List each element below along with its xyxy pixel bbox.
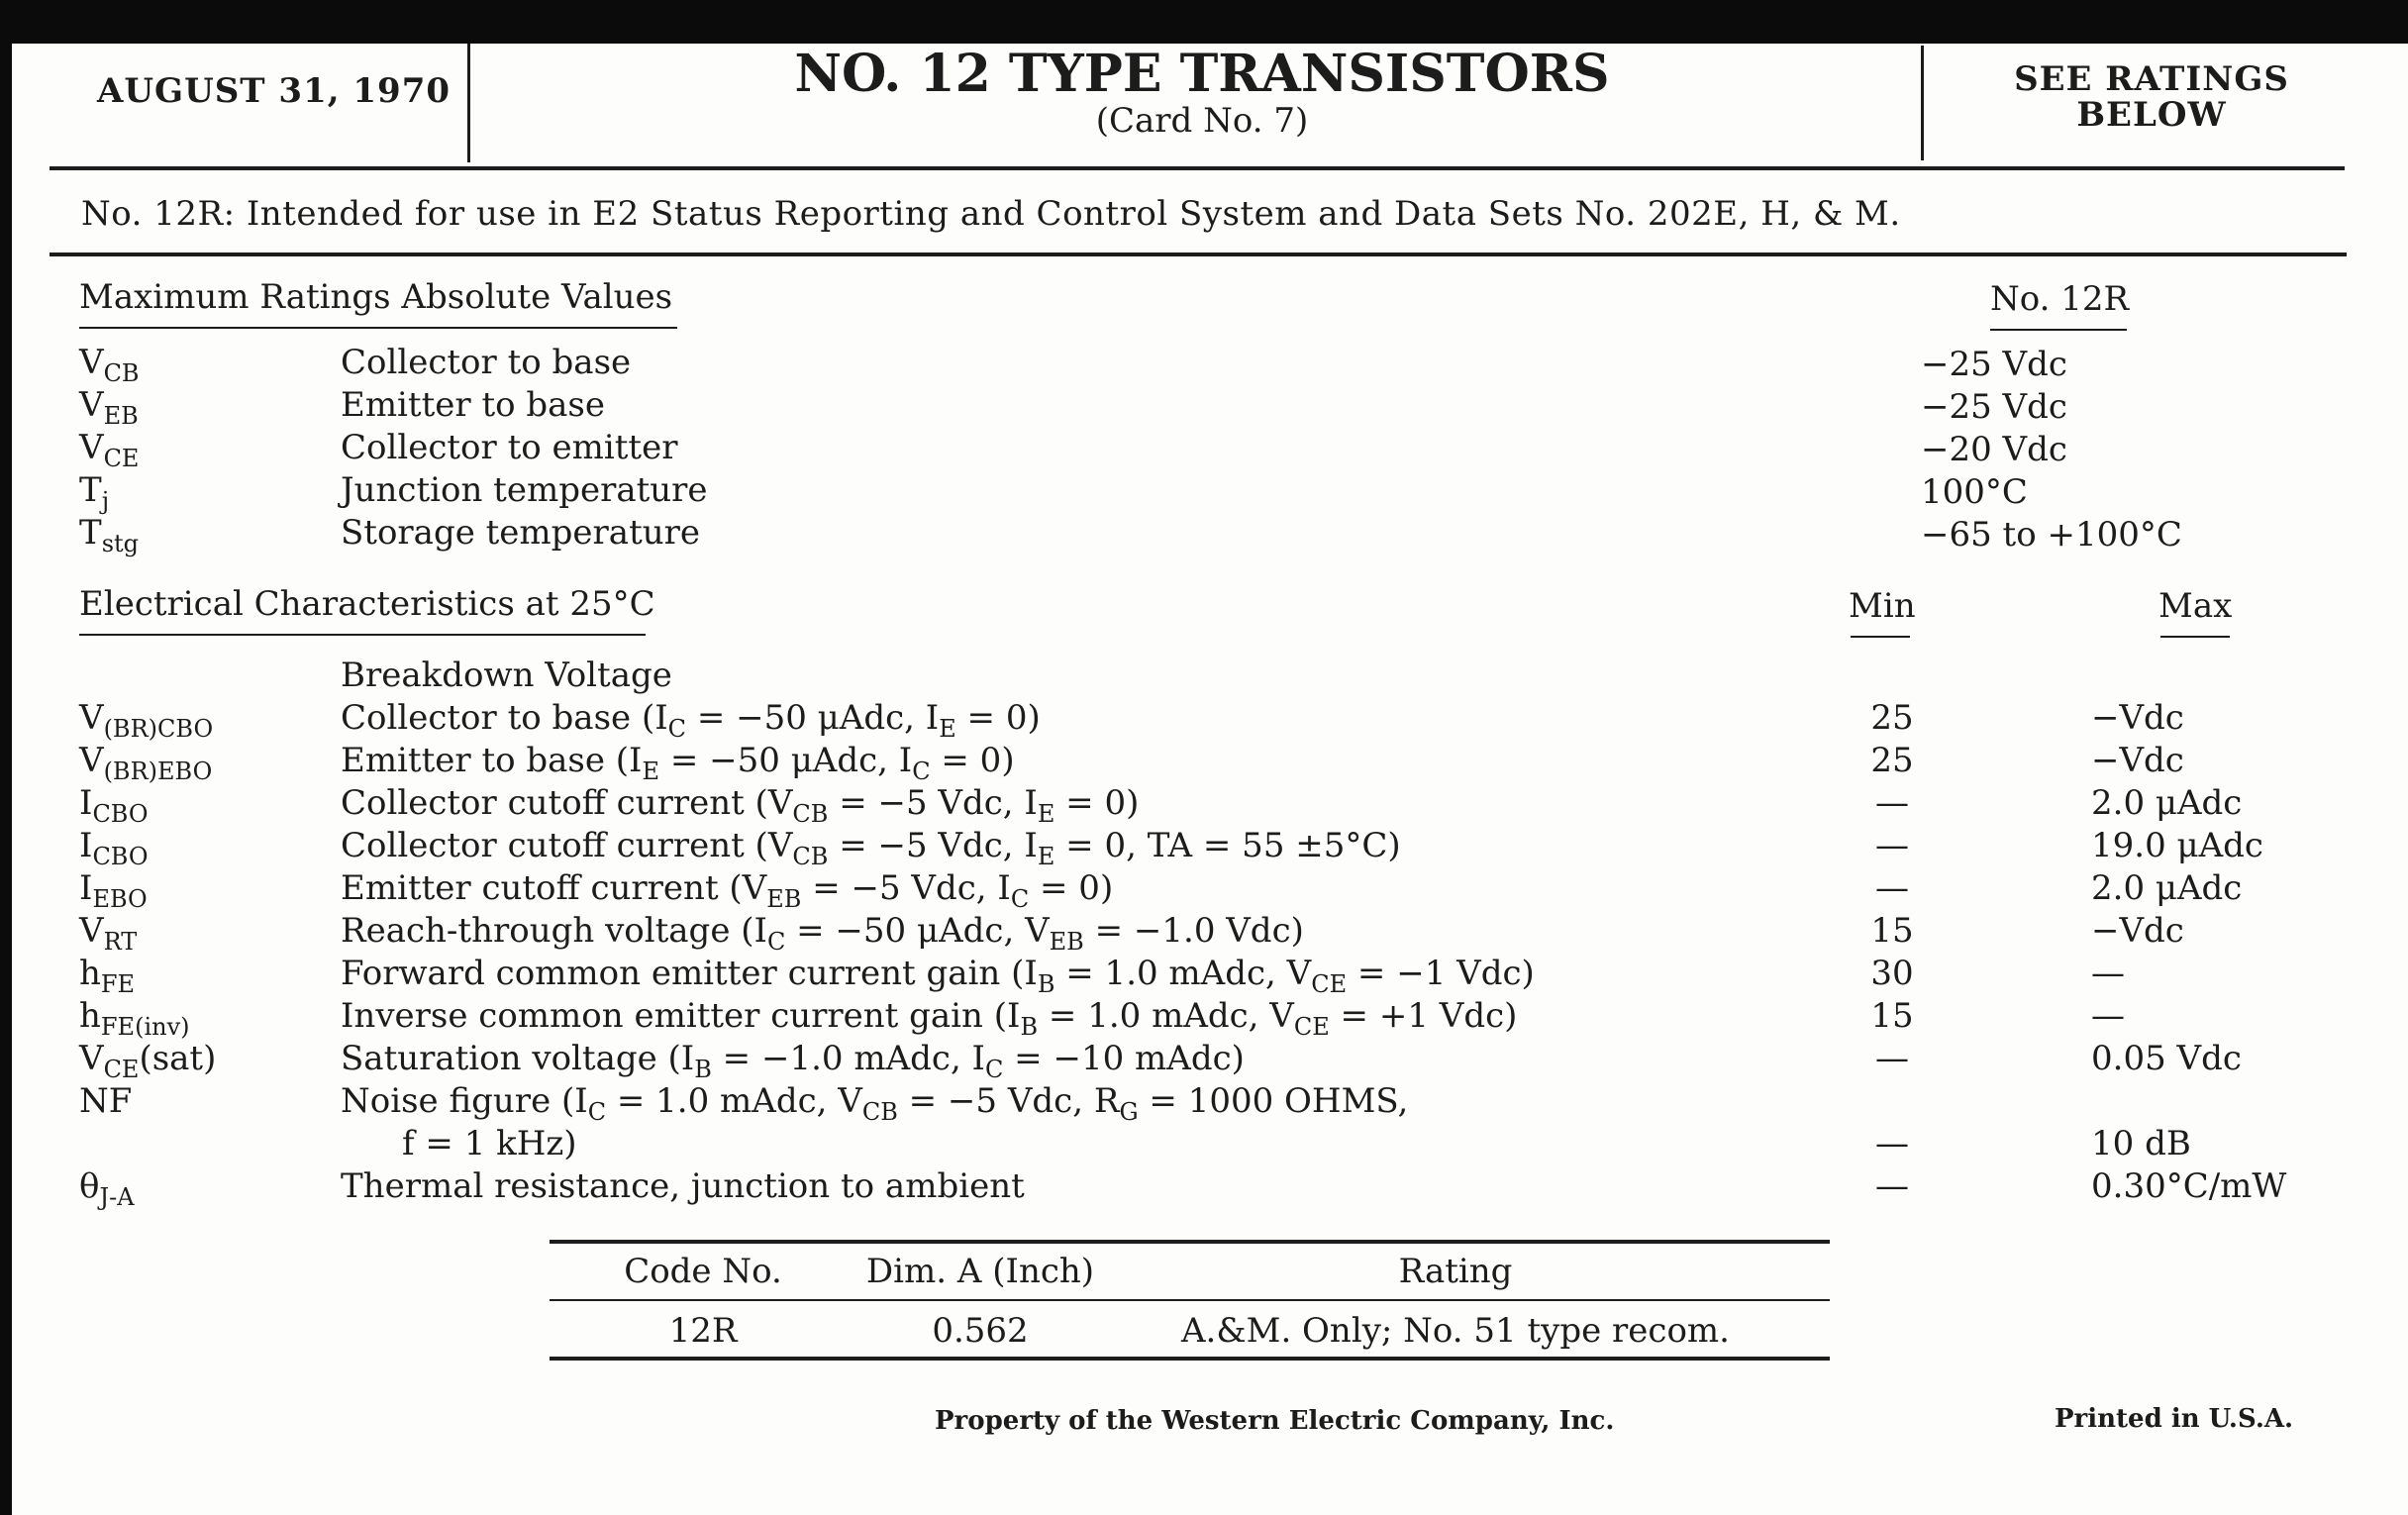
electrical-heading: Electrical Characteristics at 25°C bbox=[79, 584, 655, 624]
characteristic-max: 0.05 Vdc bbox=[2091, 1039, 2242, 1078]
intro-rule bbox=[50, 252, 2347, 256]
max-rating-description: Collector to emitter bbox=[341, 428, 678, 467]
table-bottom-rule bbox=[550, 1357, 1830, 1361]
max-rating-value: −65 to +100°C bbox=[1921, 515, 2182, 555]
characteristic-description: Collector cutoff current ($V_{CB} = -5$ Vdc, $I_E = 0$, TA = 55 ±5°C) bbox=[341, 826, 1401, 870]
printed-notice: Printed in U.S.A. bbox=[2055, 1404, 2294, 1434]
spec-card bbox=[12, 44, 2408, 1515]
characteristic-min: 25 bbox=[1870, 698, 1914, 738]
characteristic-description: Emitter to base ($I_E = -50$ μAdc, $I_C = 0$) bbox=[341, 741, 1015, 785]
table-header-code: Code No. bbox=[624, 1252, 782, 1291]
max-ratings-underline bbox=[79, 327, 677, 329]
characteristic-description: Collector cutoff current ($V_{CB} = -5$ Vdc, $I_E = 0$) bbox=[341, 783, 1140, 828]
characteristic-description: Thermal resistance, junction to ambient bbox=[341, 1166, 1025, 1206]
characteristic-symbol: $h_{FE}$ bbox=[79, 954, 136, 998]
table-top-rule bbox=[550, 1240, 1830, 1244]
max-rating-symbol: $V_{CB}$ bbox=[79, 343, 140, 387]
characteristic-symbol: $V_{CE}(sat)$ bbox=[79, 1039, 217, 1083]
characteristic-max: 0.30°C/mW bbox=[2091, 1166, 2287, 1206]
max-column-underline bbox=[2160, 636, 2230, 638]
table-header-dim: Dim. A (Inch) bbox=[865, 1252, 1095, 1291]
characteristic-description: Emitter cutoff current ($V_{EB} = -5$ Vdc, $I_C = 0$) bbox=[341, 868, 1114, 913]
max-rating-description: Emitter to base bbox=[341, 385, 605, 425]
characteristic-description: Reach-through voltage ($I_C = -50$ μAdc, $V_{EB} = -1.0$ Vdc) bbox=[341, 911, 1304, 956]
characteristic-min: 15 bbox=[1870, 996, 1914, 1036]
characteristic-description: Collector to base ($I_C = -50$ μAdc, $I_E = 0$) bbox=[341, 698, 1041, 743]
max-rating-symbol: $T_j$ bbox=[79, 470, 110, 515]
characteristic-min: 25 bbox=[1870, 741, 1914, 780]
property-notice: Property of the Western Electric Company, Inc. bbox=[935, 1406, 1615, 1436]
characteristic-max: −Vdc bbox=[2091, 911, 2184, 951]
max-rating-value: −25 Vdc bbox=[1921, 345, 2067, 384]
characteristic-max: 19.0 μAdc bbox=[2091, 826, 2263, 865]
max-rating-value: −20 Vdc bbox=[1921, 430, 2067, 469]
characteristic-description-continued: f = 1 kHz) bbox=[402, 1124, 577, 1163]
card-title: NO. 12 TYPE TRANSISTORS bbox=[794, 44, 1610, 104]
characteristic-min: — bbox=[1875, 1166, 1909, 1206]
characteristic-max: −Vdc bbox=[2091, 741, 2184, 780]
card-subtitle: (Card No. 7) bbox=[1095, 101, 1309, 141]
table-header-rule bbox=[550, 1299, 1830, 1301]
header-divider-left bbox=[467, 44, 470, 162]
characteristic-symbol: $I_{CBO}$ bbox=[79, 826, 149, 870]
characteristic-min: 15 bbox=[1870, 911, 1914, 951]
table-cell-rating: A.&M. Only; No. 51 type recom. bbox=[1181, 1311, 1730, 1351]
characteristic-min: — bbox=[1875, 826, 1909, 865]
max-rating-symbol: $T_{stg}$ bbox=[79, 513, 140, 557]
characteristic-max: −Vdc bbox=[2091, 698, 2184, 738]
characteristic-symbol: $V_{RT}$ bbox=[79, 911, 138, 956]
max-rating-description: Storage temperature bbox=[341, 513, 701, 553]
characteristic-max: — bbox=[2091, 996, 2125, 1036]
card-date: AUGUST 31, 1970 bbox=[97, 71, 452, 111]
characteristic-max: 2.0 μAdc bbox=[2091, 783, 2243, 823]
part-column-heading: No. 12R bbox=[1990, 279, 2130, 319]
characteristic-description: Forward common emitter current gain ($I_B = 1.0$ mAdc, $V_{CE} = -1$ Vdc) bbox=[341, 954, 1535, 998]
characteristic-symbol: $V_{(BR)CBO}$ bbox=[79, 698, 214, 743]
max-column-heading: Max bbox=[2158, 586, 2233, 626]
characteristic-min: 30 bbox=[1870, 954, 1914, 993]
intended-use-note: No. 12R: Intended for use in E2 Status Reporting and Control System and Data Sets No. 202E, H, & M. bbox=[81, 194, 1901, 234]
max-rating-value: 100°C bbox=[1921, 472, 2028, 512]
characteristic-max: 10 dB bbox=[2091, 1124, 2191, 1163]
electrical-underline bbox=[79, 634, 646, 636]
characteristic-symbol: NF bbox=[79, 1081, 133, 1121]
code-table bbox=[550, 1240, 1830, 1361]
characteristic-min: — bbox=[1875, 783, 1909, 823]
min-column-heading: Min bbox=[1849, 586, 1916, 626]
table-header-rating: Rating bbox=[1398, 1252, 1513, 1291]
see-ratings-note: SEE RATINGS BELOW bbox=[2014, 59, 2289, 135]
characteristic-description: Saturation voltage ($I_B = -1.0$ mAdc, $I_C = -10$ mAdc) bbox=[341, 1039, 1245, 1083]
characteristic-symbol: $h_{FE(inv)}$ bbox=[79, 996, 190, 1041]
table-cell-dim: 0.562 bbox=[932, 1311, 1029, 1351]
characteristic-symbol: $I_{CBO}$ bbox=[79, 783, 149, 828]
max-ratings-heading: Maximum Ratings Absolute Values bbox=[79, 277, 673, 317]
characteristic-description: Noise figure ($I_C = 1.0$ mAdc, $V_{CB} = -5$ Vdc, $R_G = 1000$ OHMS, bbox=[341, 1081, 1409, 1126]
characteristic-min: — bbox=[1875, 1124, 1909, 1163]
part-column-underline bbox=[1990, 329, 2127, 331]
characteristic-symbol: $\theta_{J-A}$ bbox=[79, 1166, 135, 1211]
max-rating-description: Collector to base bbox=[341, 343, 632, 382]
breakdown-voltage-subheading: Breakdown Voltage bbox=[341, 656, 672, 695]
max-rating-description: Junction temperature bbox=[341, 470, 708, 510]
header-divider-right bbox=[1921, 46, 1924, 160]
characteristic-min: — bbox=[1875, 868, 1909, 908]
max-rating-symbol: $V_{EB}$ bbox=[79, 385, 139, 430]
max-rating-value: −25 Vdc bbox=[1921, 387, 2067, 427]
header-rule bbox=[50, 166, 2345, 170]
max-rating-symbol: $V_{CE}$ bbox=[79, 428, 140, 472]
characteristic-max: 2.0 μAdc bbox=[2091, 868, 2243, 908]
characteristic-max: — bbox=[2091, 954, 2125, 993]
table-cell-code: 12R bbox=[668, 1311, 738, 1351]
characteristic-symbol: $I_{EBO}$ bbox=[79, 868, 148, 913]
min-column-underline bbox=[1851, 636, 1910, 638]
characteristic-min: — bbox=[1875, 1039, 1909, 1078]
characteristic-description: Inverse common emitter current gain ($I_B = 1.0$ mAdc, $V_{CE} = +1$ Vdc) bbox=[341, 996, 1518, 1041]
characteristic-symbol: $V_{(BR)EBO}$ bbox=[79, 741, 213, 785]
